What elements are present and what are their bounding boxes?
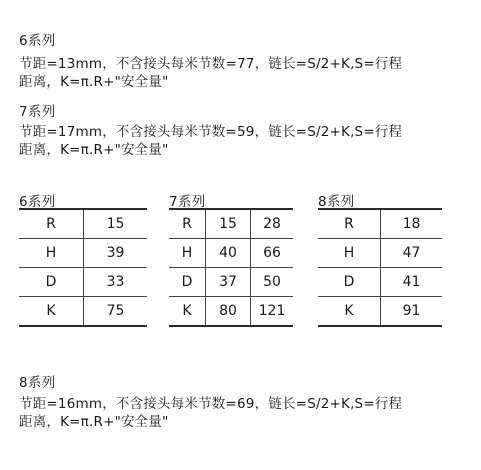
section-6-title: 6系列 xyxy=(19,33,56,49)
table-row xyxy=(19,209,147,239)
table-row xyxy=(318,268,442,297)
table-row xyxy=(169,297,293,327)
table-8-title: 8系列 xyxy=(318,194,355,210)
table-row xyxy=(19,268,147,297)
table-cell: 41 xyxy=(381,268,443,297)
table-row xyxy=(169,209,293,239)
table-row xyxy=(19,239,147,268)
table-cell: R xyxy=(19,209,84,239)
table-cell: 66 xyxy=(251,239,294,268)
table-cell: R xyxy=(169,209,206,239)
table-cell: 18 xyxy=(381,209,443,239)
section-6-line-1: 节距=13mm，不含接头每米节数=77，链长=S/2+K,S=行程 xyxy=(19,56,403,72)
table-cell: 75 xyxy=(84,297,148,327)
section-8-line-1: 节距=16mm，不含接头每米节数=69，链长=S/2+K,S=行程 xyxy=(19,396,403,412)
table-row xyxy=(318,209,442,239)
table-6-title: 6系列 xyxy=(19,194,56,210)
section-6-line-2: 距离，K=π.R+"安全量" xyxy=(19,74,169,90)
table-cell: H xyxy=(19,239,84,268)
section-8-description xyxy=(19,395,474,431)
section-8-line-2: 距离，K=π.R+"安全量" xyxy=(19,414,169,430)
table-cell: 40 xyxy=(206,239,251,268)
table-7 xyxy=(169,208,293,327)
table-cell: 121 xyxy=(251,297,294,327)
table-cell: R xyxy=(318,209,381,239)
section-7-description xyxy=(19,123,474,159)
table-cell: 33 xyxy=(84,268,148,297)
table-cell: H xyxy=(169,239,206,268)
table-8 xyxy=(318,208,442,327)
section-7-title: 7系列 xyxy=(19,104,56,120)
table-cell: D xyxy=(169,268,206,297)
section-7-line-1: 节距=17mm，不含接头每米节数=59，链长=S/2+K,S=行程 xyxy=(19,124,403,140)
table-cell: 47 xyxy=(381,239,443,268)
table-row xyxy=(318,239,442,268)
table-cell: K xyxy=(46,303,56,319)
table-cell: 50 xyxy=(251,268,294,297)
table-cell: D xyxy=(318,268,381,297)
table-cell: 37 xyxy=(206,268,251,297)
table-cell: H xyxy=(318,239,381,268)
table-row xyxy=(169,268,293,297)
table-6 xyxy=(19,208,147,327)
table-cell: 39 xyxy=(84,239,148,268)
table-cell: 15 xyxy=(206,209,251,239)
section-7-line-2: 距离，K=π.R+"安全量" xyxy=(19,142,169,158)
table-cell: D xyxy=(19,268,84,297)
table-cell: 91 xyxy=(381,297,443,327)
table-cell: 80 xyxy=(206,297,251,327)
table-cell: 15 xyxy=(84,209,148,239)
table-row xyxy=(19,297,147,327)
table-row xyxy=(169,239,293,268)
table-cell: K xyxy=(344,303,354,319)
table-7-title: 7系列 xyxy=(169,194,206,210)
table-row xyxy=(318,297,442,327)
table-cell: K xyxy=(182,303,192,319)
table-cell: 28 xyxy=(251,209,294,239)
section-6-description xyxy=(19,55,474,91)
section-8-title: 8系列 xyxy=(19,375,56,391)
